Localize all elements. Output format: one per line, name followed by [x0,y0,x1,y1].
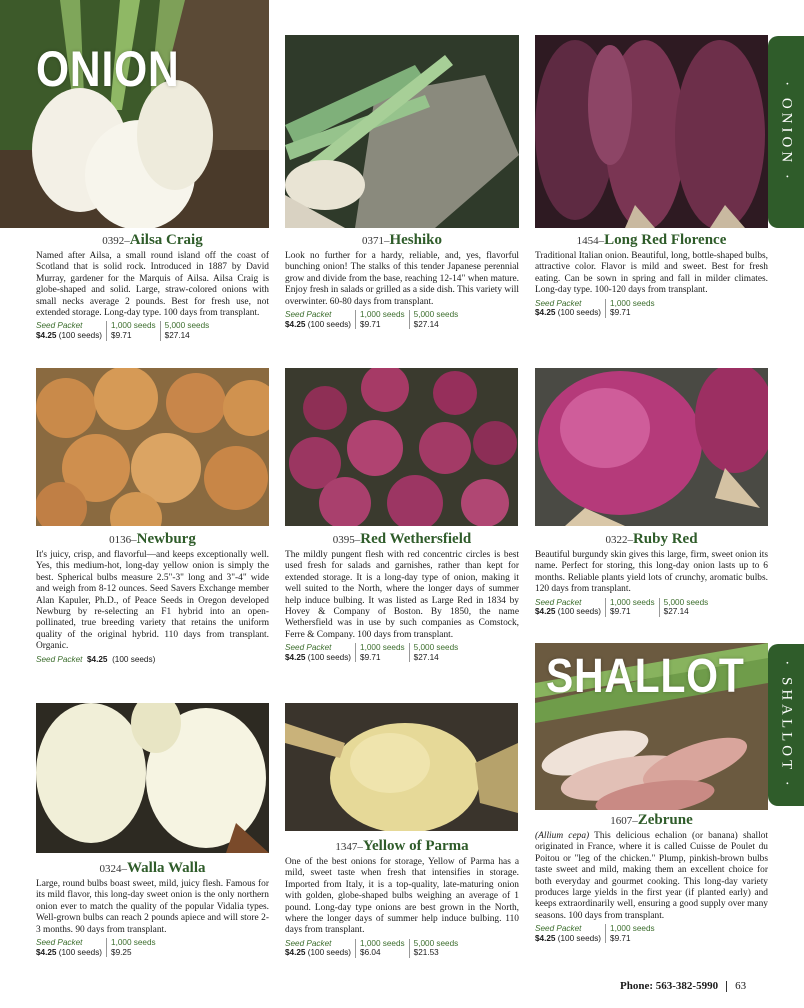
page-footer [620,980,746,992]
price-quantity: (100 seeds) [305,652,352,662]
vegetable-photo-icon [285,703,518,831]
product-heading [36,530,269,549]
long-red-florence-photo [535,35,768,228]
onion-side-tab [768,36,804,228]
product-description: It's juicy, crisp, and flavorful—and keeps exceptionally well. Yes, this medium-hot, long-day yellow onion is simply the best. Spherical bulbs measure 2.5"-3" long and 3"-4" wide and weigh from 8-12 ounces. Seed Savers Exchange member Alan Kapuler, Ph.D., of Peace Seeds in Oregon developed Newburg by re-selecting an F1 hybrid into an open-pollinated, true breeding variety that retains the uniform quality of the original hybrid. 110 days from transplant. Organic. [36,550,269,652]
red-wethersfield-photo [285,368,518,526]
product-description: Look no further for a hardy, reliable, and, yes, flavorful bunching onion! The stalks of this tender Japanese perennial grow and divide from the base, reaching 12-14" when mature. Enjoy fresh in salads or grilled as a side dish. This variety will overwinter. 60-80 days from transplant. [285,251,519,307]
price-label: Seed Packet [285,938,332,948]
product-description: One of the best onions for storage, Yellow of Parma has a mild, sweet taste when fresh that intensifies in storage. Imported from Italy, it is a top-quality, late-maturing onion with golden, globe-shaped bulbs weighing an average of 1 pound. Long-day type onions are best grown in the North, where the longer days of summer help induce bulbing. 110 days from transplant. [285,857,519,936]
price-value: $27.14 [663,607,689,617]
onion-tab-label: · ONION · [778,81,795,183]
price-quantity: (100 seeds) [56,947,103,957]
product-heading [285,530,519,549]
price-option[interactable] [360,310,410,329]
price-option[interactable] [535,299,606,318]
price-table [36,938,269,957]
product-red-wethersfield [285,530,519,662]
product-heading [535,811,768,830]
price-value: $9.71 [610,933,631,943]
product-heading [285,837,519,856]
price-quantity: (100 seeds) [305,319,352,329]
price-value: $4.25 [285,948,306,958]
product-name: Walla Walla [127,860,206,876]
vegetable-photo-icon [285,35,519,228]
product-heading [36,859,269,878]
yellow-of-parma-photo [285,703,518,831]
product-description: The mildly pungent flesh with red concentric circles is best used fresh for salads and garnishes, rather than kept for extended storage. It is a long-day type of onion, making it well suited to the North, where the longer days of summer help induce bulbing. It was listed as Large Red in 1834 by Hovey & Company of Boston. By 1850, the name Wethersfield was in use by such companies as Comstock, Ferre & Company. 100 days from transplant. [285,550,519,640]
price-label: 1,000 seeds [610,924,655,934]
product-ailsa-craig [36,231,269,341]
price-option[interactable] [285,310,356,329]
product-walla-walla [36,859,269,957]
price-label: 1,000 seeds [111,321,156,331]
price-option[interactable] [414,939,463,958]
price-option[interactable] [36,321,107,340]
product-heading [285,231,519,250]
price-quantity: (100 seeds) [305,948,352,958]
price-option[interactable] [535,924,606,943]
price-label: Seed Packet [535,924,582,934]
price-option[interactable] [360,939,410,958]
price-option[interactable] [165,321,214,340]
price-value: $4.25 [87,654,108,664]
price-option[interactable] [414,310,463,329]
price-table [535,924,768,943]
heshiko-photo [285,35,519,228]
product-name: Yellow of Parma [362,838,469,854]
latin-name: (Allium cepa) [535,831,590,841]
product-name: Zebrune [637,812,693,828]
ailsa-craig-photo [0,0,269,228]
product-code: 1347– [335,841,363,853]
price-option[interactable] [111,938,160,957]
price-value: $4.25 [535,607,556,617]
vegetable-photo-icon [0,0,269,228]
product-newburg [36,530,269,664]
price-value: $6.04 [360,948,381,958]
price-value: $21.53 [413,948,439,958]
price-option[interactable] [285,939,356,958]
price-value: $4.25 [285,652,306,662]
product-heading [535,231,768,250]
product-description [535,831,768,922]
product-description: Traditional Italian onion. Beautiful, long, bottle-shaped bulbs, attractive color. Flavor is mild and sweet. Best for fresh eating. Can be sown in spring and fall in milder climates. Long-day type. 100-120 days from transplant. [535,251,768,296]
price-value: $9.71 [360,319,381,329]
price-value: $27.14 [413,319,439,329]
price-option[interactable] [360,643,410,662]
shallot-side-tab [768,644,804,806]
vegetable-photo-icon [36,703,269,853]
price-value: $4.25 [36,331,57,341]
price-option[interactable] [414,643,463,662]
price-table [535,299,768,318]
price-value: $9.71 [111,331,132,341]
price-quantity: (100 seeds) [112,654,156,664]
product-name: Long Red Florence [604,232,727,248]
product-zebrune [535,811,768,943]
phone-number: Phone: 563-382-5990 [620,980,719,992]
product-code: 0324– [99,863,127,875]
price-label: Seed Packet [285,310,332,320]
price-label: Seed Packet [535,298,582,308]
product-name: Ruby Red [632,531,698,547]
newburg-photo [36,368,269,526]
price-table [285,310,519,329]
price-option[interactable] [535,598,606,617]
product-code: 1607– [610,815,638,827]
product-description: Beautiful burgundy skin gives this large, firm, sweet onion its name. Perfect for storing, this long-day onion lasts up to 6 months. Reliable plants yield lots of crunchy, aromatic bulbs. 120 days from transplant. [535,550,768,595]
price-label: 1,000 seeds [111,938,156,948]
price-value: $4.25 [535,933,556,943]
product-name: Newburg [136,531,196,547]
product-code: 0136– [109,534,137,546]
product-code: 1454– [576,235,605,247]
product-code: 0395– [332,534,361,546]
footer-divider [726,981,727,992]
price-table[interactable] [36,655,269,665]
vegetable-photo-icon [535,368,768,526]
product-name: Red Wethersfield [360,531,472,547]
vegetable-photo-icon [36,368,269,526]
price-label: 1,000 seeds [360,643,405,653]
product-code: 0322– [605,534,633,546]
product-heshiko [285,231,519,329]
price-label: Seed Packet [36,654,83,664]
vegetable-photo-icon [535,35,768,228]
product-description: Named after Ailsa, a small round island off the coast of Scotland that is solid rock. Introduced in 1887 by David Murray, gardener for the Marquis of Ailsa. Ailsa Craig is globe-shaped and solid. Large, straw-colored onions with small necks average 2 pounds. Best for fresh use, not extended storage. Long-day type. 100 days from transplant. [36,251,269,319]
product-code: 0371– [361,235,390,247]
price-value: $27.14 [164,331,190,341]
price-label: Seed Packet [285,643,332,653]
price-table [535,598,768,617]
price-option[interactable] [610,299,659,318]
price-label: 5,000 seeds [663,597,709,607]
price-value: $9.71 [360,652,381,662]
shallot-section-title: SHALLOT [546,650,745,703]
price-label: 1,000 seeds [360,938,405,948]
page-number: 63 [735,980,747,992]
price-value: $9.71 [610,308,631,318]
product-yellow-of-parma [285,837,519,958]
price-value: $9.71 [610,607,631,617]
product-name: Ailsa Craig [129,232,203,248]
price-label: 1,000 seeds [360,310,405,320]
price-label: 1,000 seeds [610,597,655,607]
onion-section-title: ONION [36,41,180,97]
product-code: 0392– [102,235,130,247]
price-label: Seed Packet [36,938,83,948]
shallot-tab-label: · SHALLOT · [778,660,795,790]
vegetable-photo-icon [285,368,518,526]
price-option[interactable] [610,598,660,617]
product-name: Heshiko [389,232,442,248]
price-quantity: (100 seeds) [56,331,103,341]
product-description: Large, round bulbs boast sweet, mild, juicy flesh. Famous for its mild flavor, this long-day sweet onion is the only northern onion ever to match the quality of the popular Vidalia types. Well-grown bulbs can reach 2 pounds apiece and will store 2-3 months. 90 days from transplant. [36,879,269,935]
price-table [36,321,269,340]
price-quantity: (100 seeds) [555,607,602,617]
price-value: $27.14 [413,652,439,662]
price-option[interactable] [36,938,107,957]
product-ruby-red [535,530,768,617]
price-table [285,939,519,958]
price-value: $9.25 [111,947,132,957]
price-option[interactable] [285,643,356,662]
product-heading [36,231,269,250]
price-label: 5,000 seeds [164,321,210,331]
price-quantity: (100 seeds) [555,308,602,318]
price-value: $4.25 [535,308,556,318]
price-value: $4.25 [285,319,306,329]
product-long-red-florence [535,231,768,318]
price-label: 5,000 seeds [413,643,459,653]
description-text: This delicious echalion (or banana) shallot originated in France, where it is called Cuisse de Poulet du Poitou or "leg of the chicken." Plump, pinkish-brown bulbs taste sweet and mild, making them an excellent choice for both everyday and gourmet cooking. This long-day variety produces large yields in the first year (if planted early) and keeps extraordinarily well, ensuring a good supply over many seasons. 100 days from transplant. [535,831,768,921]
price-quantity: (100 seeds) [555,933,602,943]
price-label: 5,000 seeds [413,938,459,948]
price-option[interactable] [610,924,659,943]
price-value: $4.25 [36,947,57,957]
price-table [285,643,519,662]
price-option[interactable] [664,598,713,617]
ruby-red-photo [535,368,768,526]
product-heading [535,530,768,549]
price-label: Seed Packet [535,597,582,607]
price-option[interactable] [111,321,161,340]
price-label: Seed Packet [36,321,83,331]
price-label: 1,000 seeds [610,298,655,308]
price-label: 5,000 seeds [413,310,459,320]
walla-walla-photo [36,703,269,853]
